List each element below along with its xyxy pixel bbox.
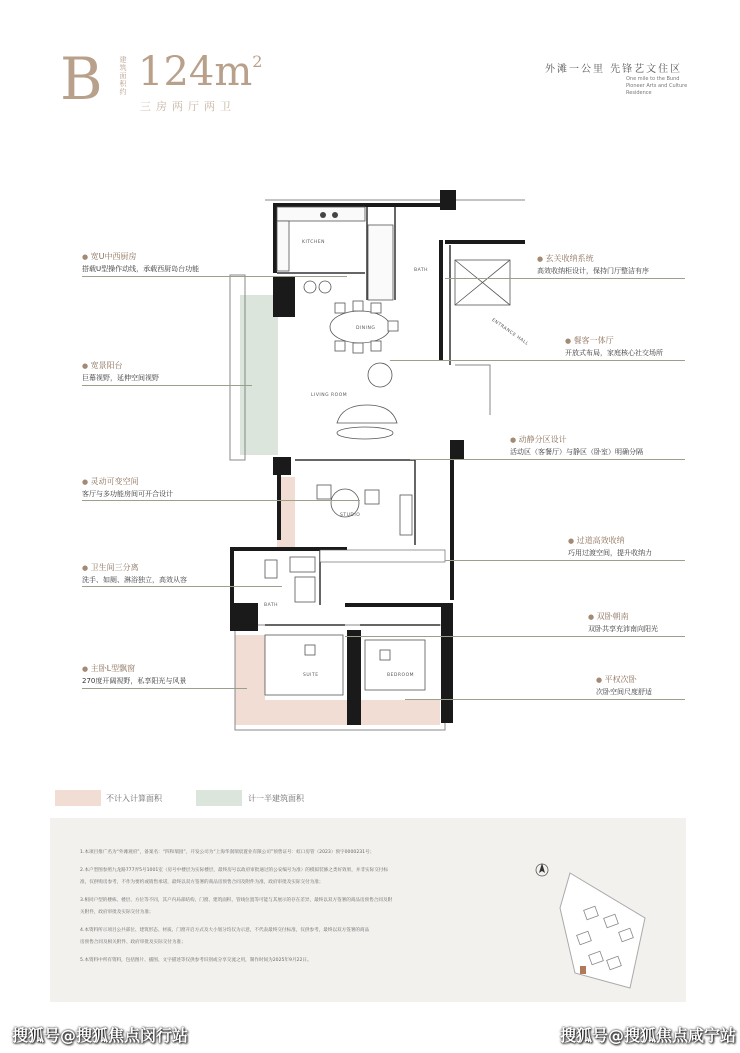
room-label-studio: STUDIO bbox=[340, 513, 361, 518]
living-set bbox=[337, 363, 397, 439]
note-2: 2.本户型图参照九龙路777弄5号1001室（房号中楼层为实际楼层，最终房号以政府审批通过的公安编号为准）的模拟装修之类好效果，并非实际交付标 bbox=[80, 868, 388, 873]
note-8: 5.本资料中所有资料，包括图片、插图、文字描述等仅供参考识别或分享交流之用，制作时间为2025年9月22日。 bbox=[80, 958, 312, 963]
unit-type: 三房两厅两卫 bbox=[140, 100, 236, 113]
callout-south-bedrooms: ● 双卧朝南 双卧共享充沛南向阳光 bbox=[588, 612, 658, 633]
leader-second-bedroom bbox=[405, 699, 685, 700]
note-1: 1.本项目推广名为“外滩观府”，备案名：“四和瑞园”，开发公司为“上海华润瑞宸置业有限公司”预售证号：虹口房管（2023）预字0000231号； bbox=[80, 850, 375, 855]
area-unit-sup: 2 bbox=[252, 52, 263, 71]
entrance-shaft bbox=[455, 260, 510, 305]
callout-second-bedroom: ● 平权次卧 次卧空间尺度舒适 bbox=[596, 675, 652, 696]
room-label-kitchen: KITCHEN bbox=[302, 240, 325, 245]
slogan-en: One mile to the Bund Pioneer Arts and Culture Residence bbox=[626, 76, 688, 96]
leader-balcony bbox=[82, 385, 252, 386]
beds bbox=[265, 635, 425, 695]
room-label-living: LIVING ROOM bbox=[311, 393, 348, 398]
callout-flex-space: ● 灵动可变空间 客厅与多功能房间可开合设计 bbox=[82, 477, 173, 498]
leader-bay-window bbox=[82, 688, 247, 689]
unit-letter: B bbox=[60, 45, 103, 113]
area-number: 124m bbox=[138, 49, 253, 95]
room-label-entrance: ENTRANCE HALL bbox=[490, 317, 530, 348]
note-5: 关附件，政府审批及实际交付为准； bbox=[80, 910, 154, 915]
legend-label-half: 计一半建筑面积 bbox=[248, 794, 304, 803]
callout-kitchen: ● 宽U中西厨房 搭载U型操作动线，承载西厨岛台功能 bbox=[82, 252, 200, 273]
note-6: 4.本资料所示项目公共部位、建筑形态、材质、门窗开启方式及大小划分均仅为示意，不代表最终交付标准，仅供参考，最终以双方签署的商品 bbox=[80, 928, 370, 933]
note-7: 房预售合同及相关附件、政府审批及实际交付为准； bbox=[80, 940, 186, 945]
leader-hall-storage bbox=[445, 560, 685, 561]
legend-label-excluded: 不计入计算面积 bbox=[106, 794, 162, 803]
callout-bathroom: ● 卫生间三分离 洗手、如厕、淋浴独立，高效从容 bbox=[82, 563, 187, 584]
leader-bathroom bbox=[82, 586, 282, 587]
legend-swatch-half bbox=[196, 790, 242, 806]
callout-hall-storage: ● 过道高效收纳 巧用过渡空间，提升收纳力 bbox=[568, 536, 652, 557]
callout-dining-living: ● 餐客一体厅 开放式布局，家庭核心社交场所 bbox=[565, 336, 663, 357]
callout-zoning: ● 动静分区设计 活动区（客餐厅）与静区（卧室）明确分隔 bbox=[510, 435, 643, 456]
leader-dining-living bbox=[390, 360, 685, 361]
leader-zoning bbox=[410, 459, 685, 460]
balcony-half-area bbox=[240, 295, 278, 455]
leader-entry-storage bbox=[445, 278, 685, 279]
north-arrow-icon bbox=[536, 863, 548, 876]
leader-flex-space bbox=[82, 500, 360, 501]
floor-plan bbox=[225, 185, 525, 745]
watermark-left: 搜狐号@搜狐焦点闵行站 bbox=[12, 1026, 189, 1045]
note-3: 准，仅供购房参考，不作为要约或销售承诺，最终以双方签署的商品房预售合同及附件为准，政府审批及实际交付为准； bbox=[80, 880, 324, 885]
room-label-bath1: BATH bbox=[414, 268, 428, 273]
watermark-right: 搜狐号@搜狐焦点咸宁站 bbox=[560, 1026, 737, 1045]
legend-swatch-excluded bbox=[55, 790, 101, 806]
disclaimer-box bbox=[50, 818, 686, 1002]
bedroom-bay-excluded bbox=[360, 705, 440, 725]
room-label-bedroom: BEDROOM bbox=[387, 673, 414, 678]
room-label-bath2: BATH bbox=[264, 603, 278, 608]
room-label-suite: SUITE bbox=[303, 673, 319, 678]
note-4: 3.相同户型的楼栋、楼层、方位等不同，其户内局部结构、门窗、建筑面积、管线位置等可能与其展示的存在差异，最终以双方签署的商品房预售合同及附 bbox=[80, 898, 393, 903]
callout-balcony: ● 宽景阳台 巨幕视野，延伸空间视野 bbox=[82, 361, 159, 382]
slogan: 外滩一公里 先锋艺文住区 bbox=[545, 64, 683, 75]
leader-kitchen bbox=[82, 276, 347, 277]
callout-bay-window: ● 主卧L型飘窗 270度开阔视野，私享阳光与风景 bbox=[82, 664, 187, 685]
callout-entry-storage: ● 玄关收纳系统 高效收纳柜设计，保持门厅整洁有序 bbox=[537, 254, 649, 275]
room-label-dining: DINING bbox=[356, 326, 376, 331]
area-value bbox=[138, 49, 263, 95]
studio-set bbox=[317, 485, 412, 535]
site-map bbox=[530, 858, 680, 993]
area-caption: 建筑面积约 bbox=[119, 56, 127, 96]
leader-south-bedrooms bbox=[345, 636, 685, 637]
